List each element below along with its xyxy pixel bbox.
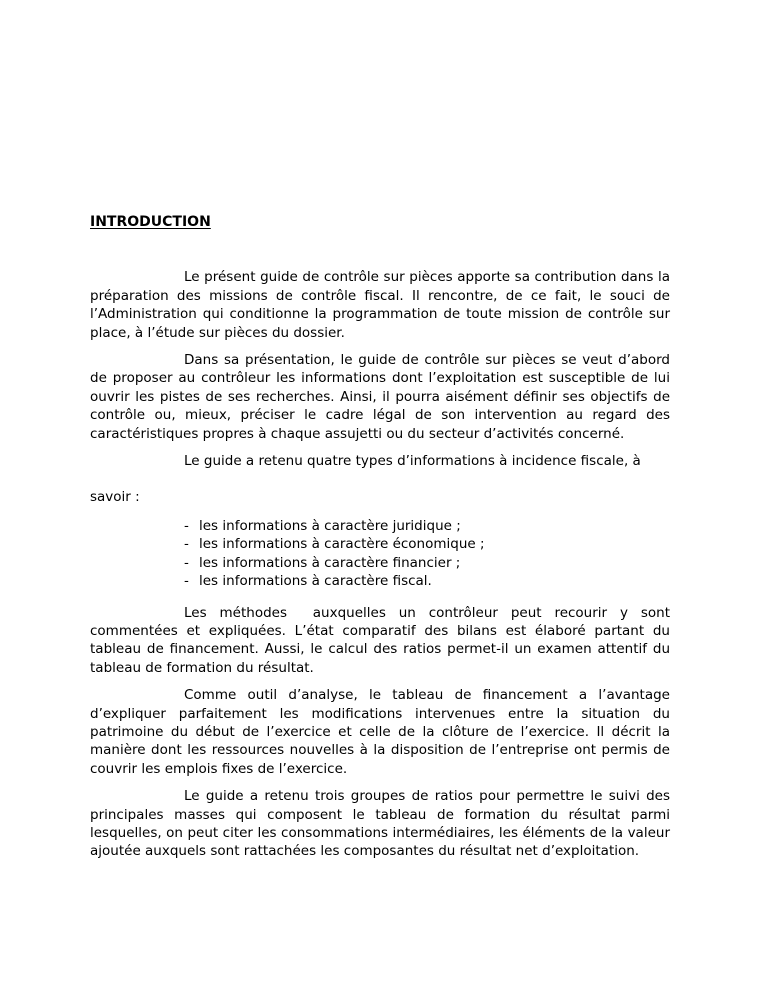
section-heading: INTRODUCTION (90, 214, 211, 230)
paragraph-types-lead: Le guide a retenu quatre types d’informations à incidence fiscale, à (184, 453, 641, 470)
information-types-list (184, 517, 670, 591)
paragraph-types-continuation: savoir : (90, 489, 140, 506)
list-item: - les informations à caractère financier ; (184, 554, 670, 572)
paragraph-presentation: Dans sa présentation, le guide de contrôle sur pièces se veut d’abord de proposer au contrôleur les informations dont l’exploitation est susceptible de lui ouvrir les pistes de ses recherches. Ainsi, il pourra aisément définir ses objectifs de contrôle ou, mieux, préciser le cadre légal de son intervention au regard des caractéristiques propres à chaque assujetti ou du secteur d’activités concerné. (90, 352, 670, 442)
paragraph-methods: Les méthodes auxquelles un contrôleur peut recourir y sont commentées et expliquées. L’état comparatif des bilans est élaboré partant du tableau de financement. Aussi, le calcul des ratios permet-il un examen attentif du tableau de formation du résultat. (90, 604, 675, 676)
paragraph-financing-table: Comme outil d’analyse, le tableau de financement a l’avantage d’expliquer parfaitement les modifications intervenues entre la situation du patrimoine du début de l’exercice et celle de la clôture de l’exercice. Il décrit la manière dont les ressources nouvelles à la disposition de l’entreprise ont permis de couvrir les emplois fixes de l’exercice. (90, 687, 670, 777)
list-item: - les informations à caractère fiscal. (184, 572, 670, 590)
list-item: - les informations à caractère économique ; (184, 535, 670, 553)
list-item: - les informations à caractère juridique ; (184, 517, 670, 535)
paragraph-intro: Le présent guide de contrôle sur pièces apporte sa contribution dans la préparation des missions de contrôle fiscal. Il rencontre, de ce fait, le souci de l’Administration qui conditionne la programmation de toute mission de contrôle sur place, à l’étude sur pièces du dossier. (90, 269, 670, 341)
document-body (90, 213, 675, 870)
paragraph-ratios: Le guide a retenu trois groupes de ratios pour permettre le suivi des principales masses qui composent le tableau de formation du résultat parmi lesquelles, on peut citer les consommations intermédiaires, les éléments de la valeur ajoutée auxquels sont rattachées les composantes du résultat net d’exploitation. (90, 788, 670, 860)
